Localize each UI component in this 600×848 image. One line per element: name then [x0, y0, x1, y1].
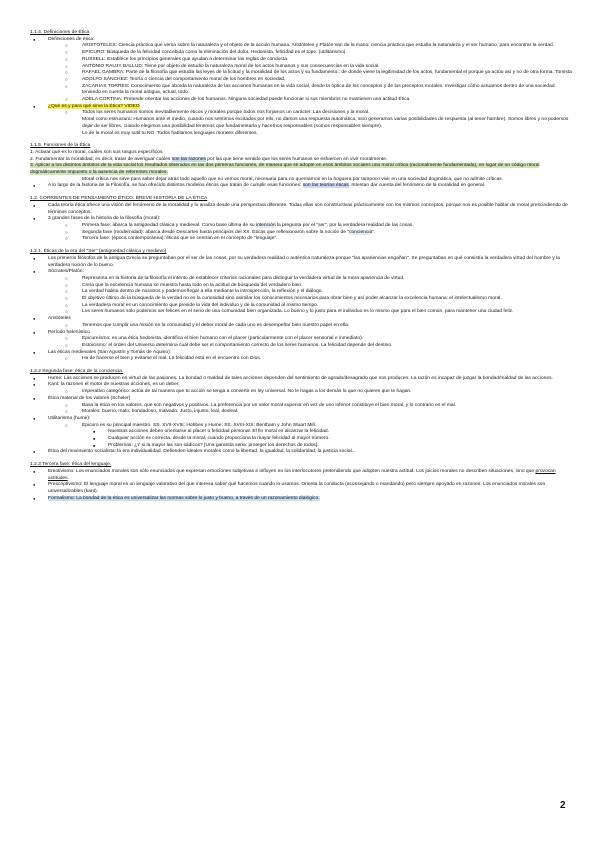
- lenguaje-prescriptivismo: ● Prescriptivismo: El lenguaje moral es un lenguaje valorativo del que interesa saber qué hacemos cuando lo usamos. Orienta la conducta (aconsejando o mandando) pero siempre apoyado en razones. Los enunciados morales son universalizables (kant).: [30, 482, 574, 495]
- emotivismo-text-b: .: [67, 475, 69, 481]
- functions-list: [30, 177, 574, 190]
- history-bullet-2: ● 3 grandes fases de la historia de la filosofía (moral):: [30, 216, 574, 223]
- heading-functions: 1.1.5. Funciones de la Ética: [30, 143, 91, 149]
- conciencia-hume: ● Hume: Las acciones se producen en virtud de las pasiones. La bondad o maldad de tales acciones dependen del sentimiento de agrado/desagrado que nos producen. La razón es incapaz de juzgar la bondad/maldad de las acciones.: [30, 376, 574, 383]
- definitions-list: [30, 37, 574, 138]
- plato-item: ○ El objetivo último de la búsqueda de la verdad no es la curiosidad sino asimilar los conocimientos necesarios para obrar bien y así poder alcanzar la excelencia humana: el intelectualismo moral.: [30, 296, 574, 303]
- function-2-text-b: por las que tiene sentido que los seres humanos se esfuercen en vivir moralmente.: [205, 156, 388, 162]
- heading-ser: 1.2.1. Éticas de la era del "Ser" (antigüedad clásica y medievo): [30, 249, 167, 255]
- phase-3: ○ Tercera fase: (época contemporánea): éticas que se centran en el concepto de "lenguaje".: [30, 236, 574, 243]
- bullet-definitions: ● Definiciones de ética:: [30, 37, 574, 44]
- def-sanchez: ○ ADOLFO SÁNCHEZ: Teoría o ciencia del comportamiento moral de los hombres en sociedad.: [30, 77, 574, 84]
- phase-1-text-a: Primera fase: abarca la antigüedad clásica y medieval. Como base última de su: [82, 222, 256, 228]
- medievales-item: ○ Ha de hacerse el bien y evitarse el mal. La felicidad está en el encuentro con Dios.: [30, 356, 574, 363]
- lenguaje-list: [30, 469, 574, 503]
- conciencia-utilitarismo: ● Utilitarismo (hume):: [30, 416, 574, 423]
- formalismo-highlight: Formalismo: La bondad de la ética es universalizar las normas sobre lo justo y bueno, a través de un razonamiento dialógico.: [48, 495, 320, 501]
- teorias-highlight: son las teorías éticas: [302, 183, 349, 189]
- ser-list: [30, 256, 574, 363]
- scheler-item: ○ Basa la ética en los valores, que son negativos y positivos. La preferencia por un valor moral superior en vez de uno inferior constituye el bien moral, y lo contrario es el mal.: [30, 403, 574, 410]
- function-2-highlight: son las razones: [171, 156, 206, 162]
- kant-imperativo: ○ Imperativo categórico: actúa de tal manera que tu acción se tenga a convertir en ley universal. No le hagas a los demás lo que no quieres que te hagan.: [30, 389, 574, 396]
- question-paragraph-1: ○ Todos los seres humanos somos inevitablemente éticos y morales porque todos nos forjamos un carácter. Las decisiones y la moral.: [30, 110, 574, 117]
- lenguaje-formalismo: [30, 496, 574, 503]
- history-list: [30, 203, 574, 243]
- plato-item: ○ Creía que la excelencia humana se muestra hasta todo en la actitud de búsqueda del verdadero bien.: [30, 283, 574, 290]
- plato-item: ○ Representa en la historia de la filosofía el intento de establecer criterios racionales para distinguir la verdadera virtud de la mera apariencia de virtud.: [30, 276, 574, 283]
- emotivismo-underline: provocan actitudes: [48, 468, 556, 481]
- plato-item: ○ Los seres humanos solo podemos ser felices en el seno de una comunidad bien organizada. Lo bueno y lo justo para el individuo es lo mismo que para el bien común, para mantener una ciudad feliz.: [30, 309, 574, 316]
- phase-2-highlight: conciencia: [349, 229, 373, 235]
- question-paragraph-2: Moral como estructura: Humanos ante el medio, cuando nos sentimos excitados por ello, no damos una respuesta automática, sino generamos varias posibilidades de respuesta (al tener hambre). Somos libres y no podemos dejar de ser libres, cuando elegimos una posibilidad tenemos que fundamentarla y hacernos responsables (somos responsables siempre).: [82, 117, 569, 129]
- phase-1-highlight: intención: [255, 222, 276, 228]
- helenistico-item: ○ Estoicismo: el orden del Universo determina cuál debe ser el comportamiento correcto de los seres humanos. La felicidad depende del destino.: [30, 343, 574, 350]
- ser-bullet-socrates: ● Sócrates/Platón:: [30, 269, 574, 276]
- question-paragraph-3: Lo de la moral es muy sutil tu NO. Todos hablamos lenguajes morales diferentes.: [82, 130, 258, 136]
- lenguaje-emotivismo: [30, 469, 574, 482]
- section-definitions: [30, 30, 574, 137]
- ser-bullet-helenistico: ● Período helenístico: [30, 330, 574, 337]
- utilitarismo-subitem: ■ Problemas: ¿Y si la mayor las son sádicos? [Una garantía seria: proteger los derechos de todos].: [30, 443, 574, 450]
- ser-bullet-medievales: ● Las éticas medievales (San Agustín y Tomás de Aquino):: [30, 350, 574, 357]
- plato-item: ○ La verdadera moral es un conocimiento que preside la vida del individuo y de la comunidad al mismo tiempo.: [30, 303, 574, 310]
- function-3-highlight: 3. Aplicar a los distintos ámbitos de la vida social los resultados obtenidos en las dos primeras funciones, de manera que se adopte en esos ámbitos sociales una moral crítica (racionalmente fundamentada), en lugar de un código moral dogmáticamente impuesto o la ausencia de referentes morales.: [30, 163, 540, 176]
- phase-1: [30, 223, 574, 230]
- scheler-item: ○ Morales: bueno, malo, bondadoso, malvado. Justo, injusto, leal, desleal.: [30, 409, 574, 416]
- function-teorias: [30, 183, 574, 190]
- def-epicuro: ○ EPICURO: Búsqueda de la felicidad concebida como la eliminación del dolor. Hedonista, felicidad es el tope. (utilitarismo).: [30, 50, 574, 57]
- conciencia-kant: ● Kant: la razones el motor de nuestras acciones, es un deber.: [30, 382, 574, 389]
- helenistico-item: ○ Epicureísmo: es una ética hedonista, identifica el bien humano con el placer (particularmente con el placer sensorial e inmediato).: [30, 336, 574, 343]
- emotivismo-text-a: Emotivismo: Los enunciados morales son sólo enunciados que expresan emociones subjetivas e influyen en los interlocutores pretendiendo que adopten nuestra actitud. Los juicios morales no describen situaciones, sino que: [48, 468, 536, 474]
- utilitarismo-subitem: ■ Cualquier acción es correcta, desde la moral, cuando proporciona la mayor felicidad al mayor número.: [30, 436, 574, 443]
- utilitarismo-item: ○ Epicuro es su principal maestro. SS. XVII-XVIII: Hobbes y Hume; SS. XVIII-XIX: Bentham y John Stuart Mill.: [30, 423, 574, 430]
- aristoteles-item: ○ Tenemos que cumplir una misión en la comunidad y el deber moral de cada uno es desempeñar bien nuestro papel en ella.: [30, 323, 574, 330]
- question-highlight: ¿Qué es y para qué sirve la Ética? VIDEO: [48, 103, 140, 109]
- def-cortina: ○ ADELA CORTINA: Pretende orientar las acciones de los humanos. Ninguna sociedad puede funcionar si sus miembros no mantienen una actitud Ética.: [30, 97, 574, 104]
- teorias-text-a: A lo largo de la historia de la Filosofía, se han ofrecido distintos modelos éticos que tratan de cumplir esas funciones:: [48, 183, 303, 189]
- def-torres: ○ ZACARIAS TORRES: Conocimiento que aborda la naturaleza de las acciones humanas en la vida social, desde la óptica de los conceptos y de los preceptos morales. Investigar cómo actuamos dentro de una sociedad teniendo en cuenta la moral antigua, actual, todo.: [30, 84, 574, 97]
- def-gambra: ○ RAFAEL GAMBRA: Parte de la filosofía que estudia las leyes de la licitud y la moralidad de los actos y su fundamento.: de donde viene la legitimidad de los actos, fundamental el porque ya actúo así y no de otra forma. Tomista: [30, 70, 574, 77]
- plato-item: ○ La verdad habita dentro de nosotros y podemos llegar a ella mediante la introspección, la reflexión y el diálogo.: [30, 289, 574, 296]
- conciencia-scheler: ● Ética material de los valores (Scheler): [30, 396, 574, 403]
- teorias-text-b: . Intentan dar cuenta del fenómeno de la moralidad en general.: [348, 183, 486, 189]
- section-conciencia: [30, 369, 574, 456]
- phase-1-text-b: la pregunta por el "ser", por la verdadera realidad de las cosas.: [275, 222, 414, 228]
- section-history: [30, 196, 574, 243]
- heading-conciencia: 1.2.2 Segunda fase: ética de la conciencia.: [30, 369, 124, 375]
- phase-2-text-a: Segunda fase (modernidad): abarca desde Descartes hasta principios del XX. Éticas que reflexionaron sobre la noción de ": [82, 229, 350, 235]
- conciencia-socialista: ● Ética del movimiento socialista: la era individualidad. Defienden ideales morales como la libertad, la igualdad, la solidaridad, la justicia social...: [30, 449, 574, 456]
- page-number: 2: [560, 800, 566, 811]
- heading-lenguaje: 1.2.3 Tercera fase: ética del lenguaje.: [30, 462, 112, 468]
- function-3: [30, 163, 574, 176]
- section-functions: [30, 143, 574, 190]
- def-aristoteles: ○ ARISTOTELES: Ciencia práctica que versa sobre la naturaleza y el objeto de la acción humana. Aristóteles y Platón van de la mano: ciencia práctica que estudia la naturaleza y el ser humano, para encontrar la verdad.: [30, 43, 574, 50]
- section-ser: [30, 249, 574, 363]
- def-raujy: ○ ANTONIO RAUJY BALLUD: Tiene por objeto de estudio la naturaleza moral de los actos humanos y sus consecuencias en la vida social.: [30, 64, 574, 71]
- section-lenguaje: [30, 462, 574, 502]
- document-body: [30, 30, 574, 502]
- def-russell: ○ RUSSELL: Establece los principios generales que ayudan a determinar las reglas de conducta.: [30, 57, 574, 64]
- phase-2-text-b: ".: [372, 229, 376, 235]
- conciencia-list: [30, 376, 574, 456]
- history-bullet-1: ● Cada teoría ética ofrece una visión del fenómeno de la moralidad y lo analiza desde una perspectiva diferente. Todas ellas son constructivas prácticamente con los mismos conceptos, porque nos es posible hablar de moral prescindiendo de términos conceptos.: [30, 203, 574, 216]
- utilitarismo-subitem: ■ Nuestras acciones deben orientarse al placer o felicidad personal. El fin moral es alcanzar la felicidad.: [30, 429, 574, 436]
- function-1: 1. Aclarar qué es lo moral, cuáles son sus rasgos específicos.: [30, 149, 164, 155]
- function-2-text-a: 2. Fundamentar la moralidad, es decir, tratar de averiguar cuáles: [30, 156, 172, 162]
- function-moral-critica: Moral crítica nos sirve para saber dejar atrás todo aquello que no vemos moral, necesaria para no quemarnos en la hoguera por tampoco vivir en una sociedad dogmática, que no admite críticas.: [82, 176, 504, 182]
- heading-definitions: 1.1.4. Definiciones de Ética: [30, 30, 90, 35]
- heading-history: 1.2. CORRIENTES DE PENSAMIENTO ÉTICO. BREVE HISTORIA DE LA ÉTICA: [30, 196, 208, 202]
- ser-bullet-greeks: ● Los primeros filósofos de la antigua Grecia se preguntaban por el ser de las cosas, por su verdadera realidad o auténtica naturaleza porque "las apariencias engañan". Se preguntaban en qué consistía la verdadera virtud del hombre y la verdadera noción de lo bueno.: [30, 256, 574, 269]
- ser-bullet-aristoteles: ● Aristóteles: [30, 316, 574, 323]
